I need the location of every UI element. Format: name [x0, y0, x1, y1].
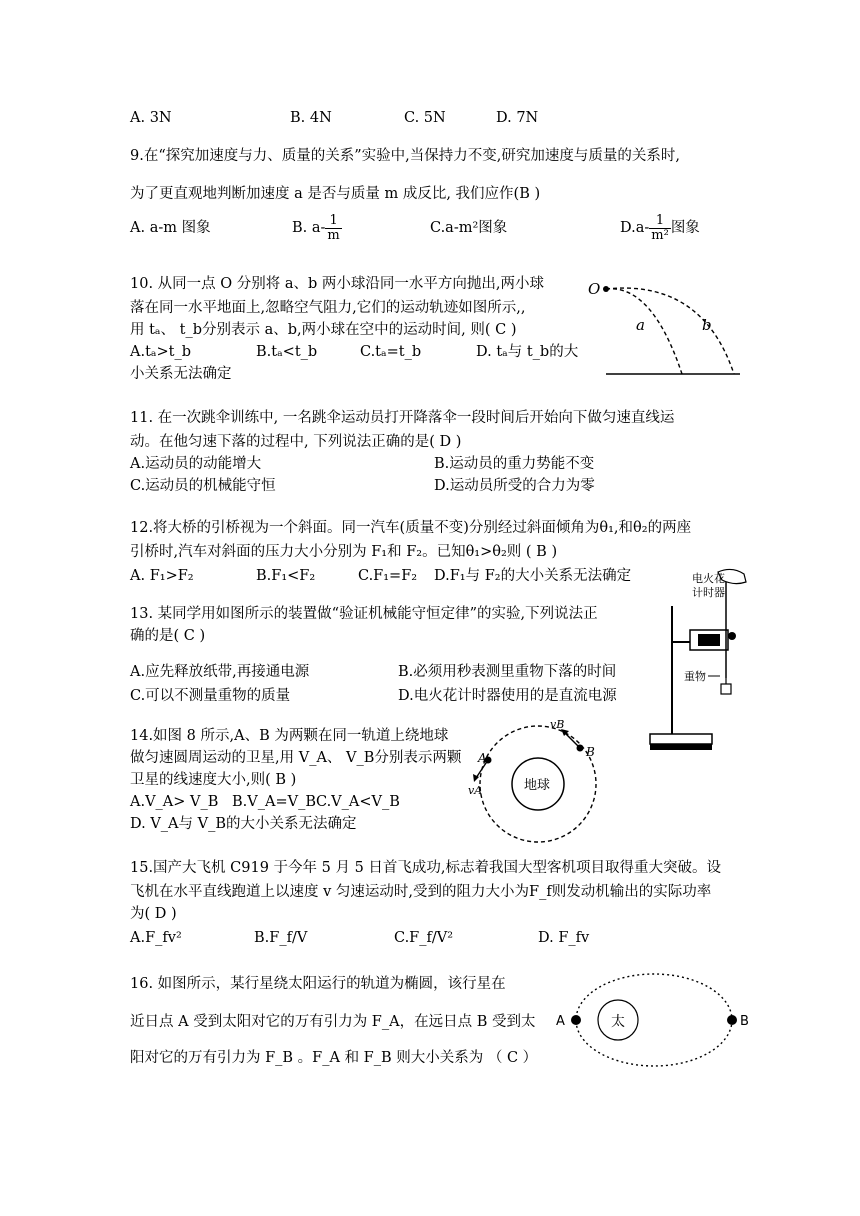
q10-stem-line2: 落在同一水平地面上,忽略空气阻力,它们的运动轨迹如图所示,,	[130, 300, 526, 316]
q14-stem-line2: 做匀速圆周运动的卫星,用 V_A、 V_B分别表示两颗	[130, 750, 462, 766]
stand-base	[650, 734, 712, 744]
q11-option-b: B.运动员的重力势能不变	[434, 456, 595, 472]
q15-stem-line3: 为( D )	[130, 906, 177, 922]
label-b: B	[586, 745, 595, 759]
q16-stem-line1: 16. 如图所示，某行星绕太阳运行的轨道为椭圆，该行星在	[130, 976, 506, 992]
weight-block	[721, 684, 731, 694]
q10-option-d-line2: 小关系无法确定	[130, 366, 232, 382]
q10-stem-line1: 10. 从同一点 O 分别将 a、b 两小球沿同一水平方向抛出,两小球	[130, 276, 545, 292]
label-a: a	[636, 316, 645, 334]
q9-option-c: C.a-m²图象	[430, 220, 508, 236]
q10-option-a: A.tₐ>t_b	[130, 344, 192, 360]
q12-option-b: B.F₁<F₂	[256, 568, 316, 584]
q11-option-c: C.运动员的机械能守恒	[130, 478, 276, 494]
q9-option-a: A. a-m 图象	[130, 220, 211, 236]
spark-timer-core	[698, 634, 720, 646]
q15-option-d: D. F_fv	[538, 930, 590, 946]
q11-stem-line2: 动。在他匀速下落的过程中, 下列说法正确的是( D )	[130, 434, 462, 450]
q12-option-d: D.F₁与 F₂的大小关系无法确定	[434, 568, 632, 584]
tape-guide	[728, 632, 736, 640]
q9-option-b-den: m	[327, 227, 340, 243]
q13-stem-line1: 13. 某同学用如图所示的装置做“验证机械能守恒定律”的实验,下列说法正	[130, 606, 598, 622]
q16-ellipse-orbit-figure	[550, 970, 760, 1076]
label-vb: vB	[550, 718, 565, 731]
label-o: O	[588, 280, 601, 298]
q14-option-a: A.V_A> V_B	[130, 794, 219, 810]
label-spark-timer-2: 计时器	[692, 586, 725, 599]
q12-option-c: C.F₁=F₂	[358, 568, 418, 584]
label-spark-timer-1: 电火花	[692, 572, 725, 585]
q9-stem-line2: 为了更直观地判断加速度 a 是否与质量 m 成反比, 我们应作(B )	[130, 186, 541, 202]
q15-option-a: A.F_fv²	[130, 930, 182, 946]
q16-stem-line3: 阳对它的万有引力为 F_B 。F_A 和 F_B 则大小关系为 （ C ）	[130, 1050, 538, 1066]
q9-option-d	[620, 208, 700, 248]
q15-stem-line1: 15.国产大飞机 C919 于今年 5 月 5 日首飞成功,标志着我国大型客机项目取得重大突破。设	[130, 860, 722, 876]
q10-option-c: C.tₐ=t_b	[360, 344, 422, 360]
q14-stem-line3: 卫星的线速度大小,则( B )	[130, 772, 297, 788]
q9-option-d-prefix: D.a-	[620, 220, 650, 236]
q15-stem-line2: 飞机在水平直线跑道上以速度 v 匀速运动时,受到的阻力大小为F_f则发动机输出的实际功率	[130, 884, 712, 900]
q14-option-b: B.V_A=V_B	[232, 794, 316, 810]
q11-option-d: D.运动员所受的合力为零	[434, 478, 595, 494]
q9-option-d-num: 1	[649, 214, 671, 229]
q11-option-a: A.运动员的动能增大	[130, 456, 262, 472]
label-earth: 地球	[524, 778, 551, 793]
q13-option-b: B.必须用秒表测里重物下落的时间	[398, 664, 617, 680]
q10-option-d-line1: D. tₐ与 t_b的大	[476, 344, 579, 360]
label-va: vA	[468, 784, 483, 797]
q14-option-c: C.V_A<V_B	[316, 794, 400, 810]
stand-base-shadow	[650, 744, 712, 750]
q11-stem-line1: 11. 在一次跳伞训练中, 一名跳伞运动员打开降落伞一段时间后开始向下做匀速直线运	[130, 410, 675, 426]
label-a: A	[478, 751, 487, 765]
q15-option-b: B.F_f/V	[254, 930, 308, 946]
q13-stem-line2: 确的是( C )	[130, 628, 206, 644]
label-a: A	[556, 1014, 565, 1029]
q9-option-d-suffix: 图象	[670, 220, 700, 236]
q14-option-d: D. V_A与 V_B的大小关系无法确定	[130, 816, 357, 832]
trajectory-b	[606, 288, 734, 374]
q8-option-c: C. 5N	[404, 110, 446, 126]
q8-option-b: B. 4N	[290, 110, 332, 126]
q13-apparatus-figure	[646, 566, 760, 762]
q9-stem-line1: 9.在“探究加速度与力、质量的关系”实验中,当保持力不变,研究加速度与质量的关系时,	[130, 148, 680, 164]
label-weight: 重物	[684, 670, 706, 683]
q13-option-c: C.可以不测量重物的质量	[130, 688, 291, 704]
q12-stem-line1: 12.将大桥的引桥视为一个斜面。同一汽车(质量不变)分别经过斜面倾角为θ₁,和θ₂的两座	[130, 520, 692, 536]
q16-stem-line2: 近日点 A 受到太阳对它的万有引力为 F_A，在远日点 B 受到太	[130, 1014, 536, 1030]
q9-option-b-num: 1	[325, 214, 341, 229]
q10-option-b: B.tₐ<t_b	[256, 344, 318, 360]
q14-stem-line1: 14.如图 8 所示,A、B 为两颗在同一轨道上绕地球	[130, 728, 449, 744]
perihelion-a	[571, 1015, 581, 1025]
q14-orbit-figure	[460, 712, 610, 846]
q12-stem-line2: 引桥时,汽车对斜面的压力大小分别为 F₁和 F₂。已知θ₁>θ₂则 ( B )	[130, 544, 558, 560]
q10-stem-line3: 用 tₐ、 t_b分别表示 a、b,两小球在空中的运动时间, 则( C )	[130, 322, 517, 338]
q9-option-b	[292, 208, 342, 248]
q8-option-d: D. 7N	[496, 110, 539, 126]
q8-option-a: A. 3N	[130, 110, 172, 126]
label-b: B	[740, 1014, 749, 1029]
aphelion-b	[727, 1015, 737, 1025]
q12-option-a: A. F₁>F₂	[130, 568, 194, 584]
q13-option-d: D.电火花计时器使用的是直流电源	[398, 688, 617, 704]
q9-option-b-prefix: B. a-	[292, 220, 326, 236]
q13-option-a: A.应先释放纸带,再接通电源	[130, 664, 310, 680]
q15-option-c: C.F_f/V²	[394, 930, 454, 946]
label-b: b	[702, 316, 712, 334]
q9-option-d-den: m²	[651, 227, 669, 243]
q10-trajectory-figure	[582, 274, 742, 380]
velocity-arrow-b	[564, 732, 580, 748]
label-sun: 太	[611, 1014, 625, 1030]
